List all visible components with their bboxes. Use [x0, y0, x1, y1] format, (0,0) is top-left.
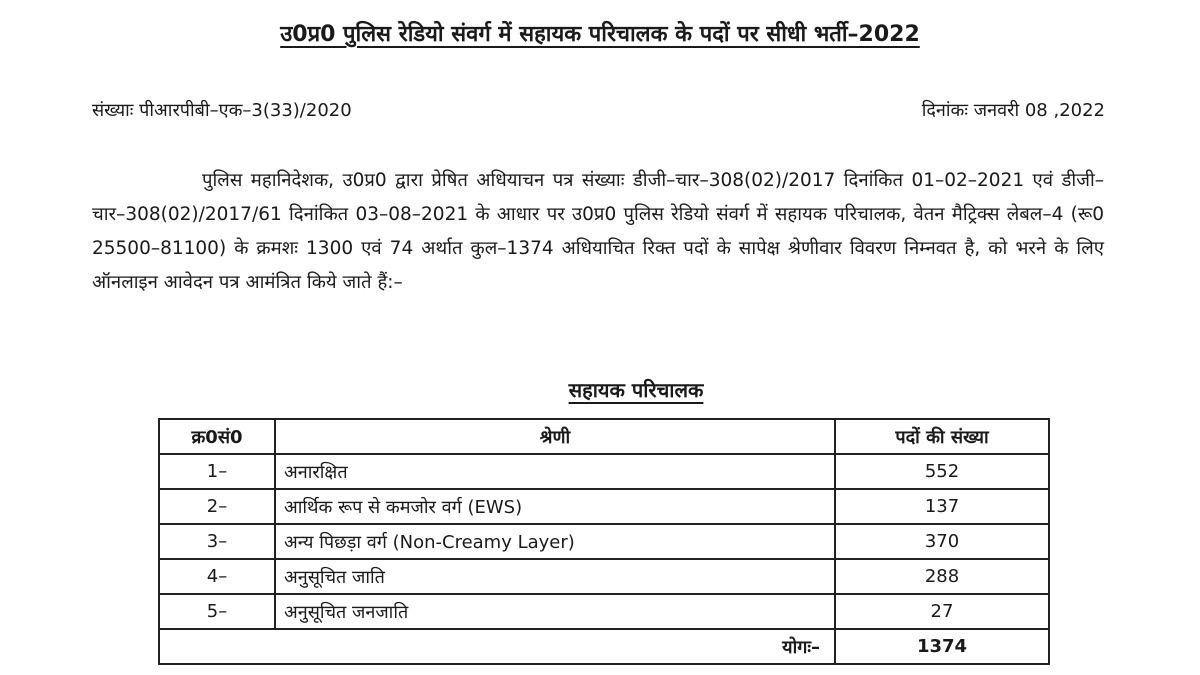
reference-number: संख्याः पीआरपीबी–एक–3(33)/2020 [92, 100, 352, 121]
cell-count: 288 [835, 559, 1049, 594]
cell-serial: 3– [159, 524, 275, 559]
cell-category: अनुसूचित जाति [275, 559, 835, 594]
cell-serial: 4– [159, 559, 275, 594]
cell-category: अनारक्षित [275, 454, 835, 489]
cell-count: 27 [835, 594, 1049, 629]
cell-count: 137 [835, 489, 1049, 524]
header-post-count: पदों की संख्या [835, 419, 1049, 454]
table-header-row [159, 419, 1049, 454]
section-title-text: सहायक परिचालक [568, 378, 704, 402]
cell-category: अनुसूचित जनजाति [275, 594, 835, 629]
cell-serial: 5– [159, 594, 275, 629]
table-row [159, 489, 1049, 524]
table-row [159, 454, 1049, 489]
total-label: योगः– [159, 629, 835, 664]
vacancy-table [158, 418, 1050, 665]
cell-serial: 1– [159, 454, 275, 489]
header-serial: क्र0सं0 [159, 419, 275, 454]
table-row [159, 594, 1049, 629]
cell-category: आर्थिक रूप से कमजोर वर्ग (EWS) [275, 489, 835, 524]
notice-title [0, 18, 1200, 48]
notice-body: पुलिस महानिदेशक, उ0प्र0 द्वारा प्रेषित अधियाचन पत्र संख्याः डीजी–चार–308(02)/2017 दिनांकित 01–02–2021 एवं डीजी–चार–308(02)/2017/61 दिनांकित 03–08–2021 के आधार पर उ0प्र0 पुलिस रेडियो संवर्ग में सहायक परिचालक, वेतन मैट्रिक्स लेबल–4 (रू0 25500–81100) के क्रमशः 1300 एवं 74 अर्थात कुल–1374 अधियाचित रिक्त पदों के सापेक्ष श्रेणीवार विवरण निम्नवत है, को भरने के लिए ऑनलाइन आवेदन पत्र आमंत्रित किये जाते हैं:– [92, 170, 1104, 293]
cell-category: अन्य पिछड़ा वर्ग (Non-Creamy Layer) [275, 524, 835, 559]
cell-count: 552 [835, 454, 1049, 489]
table-row [159, 559, 1049, 594]
table-row [159, 524, 1049, 559]
table-total-row [159, 629, 1049, 664]
header-category: श्रेणी [275, 419, 835, 454]
total-value: 1374 [835, 629, 1049, 664]
notice-date: दिनांकः जनवरी 08 ,2022 [921, 100, 1105, 121]
cell-count: 370 [835, 524, 1049, 559]
cell-serial: 2– [159, 489, 275, 524]
section-title [0, 376, 1200, 403]
notice-title-text: उ0प्र0 पुलिस रेडियो संवर्ग में सहायक परिचालक के पदों पर सीधी भर्ती–2022 [280, 22, 920, 47]
